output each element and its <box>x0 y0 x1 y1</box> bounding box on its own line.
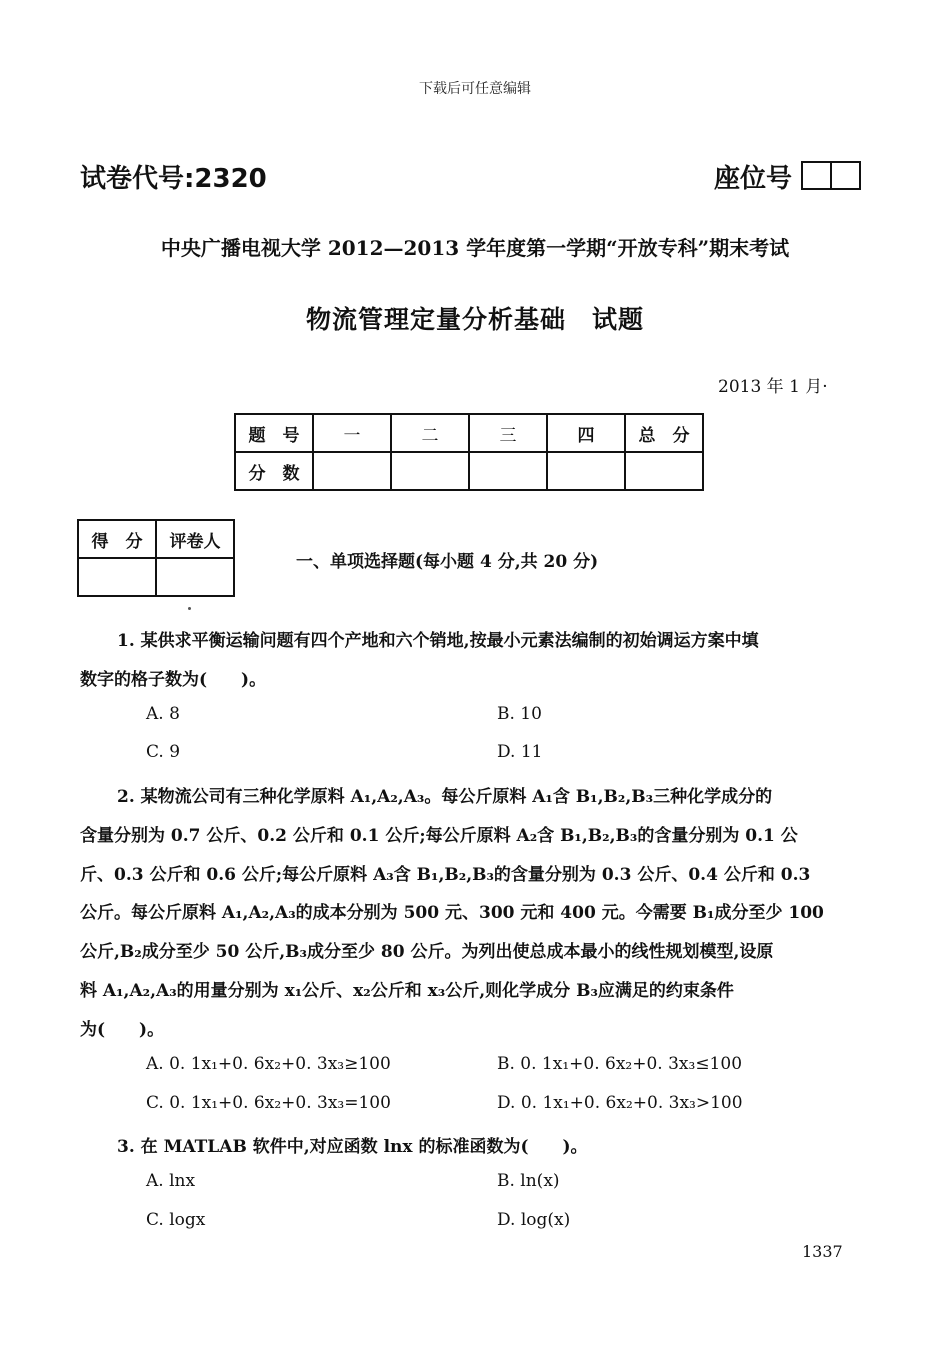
q2-option-b: B. 0. 1x₁+0. 6x₂+0. 3x₃≤100 <box>497 1054 743 1074</box>
watermark-text: 下载后可任意编辑 <box>419 81 531 97</box>
page-number: 1337 <box>802 1242 843 1261</box>
score-table-cell: 四 <box>547 414 625 452</box>
question-3-line: 3. 在 MATLAB 软件中,对应函数 lnx 的标准函数为( )。 <box>117 1137 588 1157</box>
grader-name-label: 评卷人 <box>156 520 234 558</box>
q2-option-d: D. 0. 1x₁+0. 6x₂+0. 3x₃>100 <box>497 1093 743 1113</box>
grader-table <box>77 519 235 597</box>
paper-code: 试卷代号:2320 <box>80 164 267 194</box>
score-table <box>234 413 704 491</box>
question-2-line: 公斤,B₂成分至少 50 公斤,B₃成分至少 80 公斤。为列出使总成本最小的线性规划模型,设原 <box>80 942 774 962</box>
question-2-line: 料 A₁,A₂,A₃的用量分别为 x₁公斤、x₂公斤和 x₃公斤,则化学成分 B₃应满足的约束条件 <box>80 981 734 1001</box>
q3-option-b: B. ln(x) <box>497 1171 560 1191</box>
question-1-line: 1. 某供求平衡运输问题有四个产地和六个销地,按最小元素法编制的初始调运方案中填 <box>117 631 759 651</box>
score-table-score-row <box>235 452 703 490</box>
score-table-cell: 一 <box>313 414 391 452</box>
score-entry-cell[interactable] <box>547 452 625 490</box>
grader-score-cell[interactable] <box>78 558 156 596</box>
scan-dot <box>188 607 191 610</box>
score-table-cell: 题 号 <box>235 414 313 452</box>
q1-option-c: C. 9 <box>146 742 181 762</box>
question-2-line: 2. 某物流公司有三种化学原料 A₁,A₂,A₃。每公斤原料 A₁含 B₁,B₂,B₃三种化学成分的 <box>117 787 773 807</box>
score-entry-cell[interactable] <box>313 452 391 490</box>
grader-score-label: 得 分 <box>78 520 156 558</box>
q2-option-a: A. 0. 1x₁+0. 6x₂+0. 3x₃≥100 <box>146 1054 391 1074</box>
grader-name-cell[interactable] <box>156 558 234 596</box>
section-title: 一、单项选择题(每小题 4 分,共 20 分) <box>296 552 599 572</box>
seat-number-box[interactable] <box>801 161 861 190</box>
question-2-line: 含量分别为 0.7 公斤、0.2 公斤和 0.1 公斤;每公斤原料 A₂含 B₁,B₂,B₃的含量分别为 0.1 公 <box>80 826 798 846</box>
exam-title: 物流管理定量分析基础 试题 <box>305 305 644 334</box>
q3-option-c: C. logx <box>146 1210 206 1230</box>
score-table-cell: 二 <box>391 414 469 452</box>
score-table-cell: 三 <box>469 414 547 452</box>
score-table-cell: 总 分 <box>625 414 703 452</box>
score-entry-cell[interactable] <box>625 452 703 490</box>
question-2-line: 斤、0.3 公斤和 0.6 公斤;每公斤原料 A₃含 B₁,B₂,B₃的含量分别为 0.3 公斤、0.4 公斤和 0.3 <box>80 865 811 885</box>
q3-option-d: D. log(x) <box>497 1210 571 1230</box>
score-table-cell: 分 数 <box>235 452 313 490</box>
exam-date: 2013 年 1 月· <box>718 377 828 397</box>
score-entry-cell[interactable] <box>469 452 547 490</box>
seat-label: 座位号 <box>714 164 793 194</box>
q1-option-a: A. 8 <box>146 704 180 724</box>
q3-option-a: A. lnx <box>146 1171 196 1191</box>
question-2-line: 为( )。 <box>80 1020 165 1040</box>
q1-option-b: B. 10 <box>497 704 542 724</box>
q1-option-d: D. 11 <box>497 742 543 762</box>
question-1-line: 数字的格子数为( )。 <box>80 670 267 690</box>
score-table-header-row <box>235 414 703 452</box>
question-2-line: 公斤。每公斤原料 A₁,A₂,A₃的成本分别为 500 元、300 元和 400 元。今需要 B₁成分至少 100 <box>80 903 824 923</box>
score-entry-cell[interactable] <box>391 452 469 490</box>
exam-header: 中央广播电视大学 2012—2013 学年度第一学期“开放专科”期末考试 <box>160 236 790 260</box>
q2-option-c: C. 0. 1x₁+0. 6x₂+0. 3x₃=100 <box>146 1093 391 1113</box>
